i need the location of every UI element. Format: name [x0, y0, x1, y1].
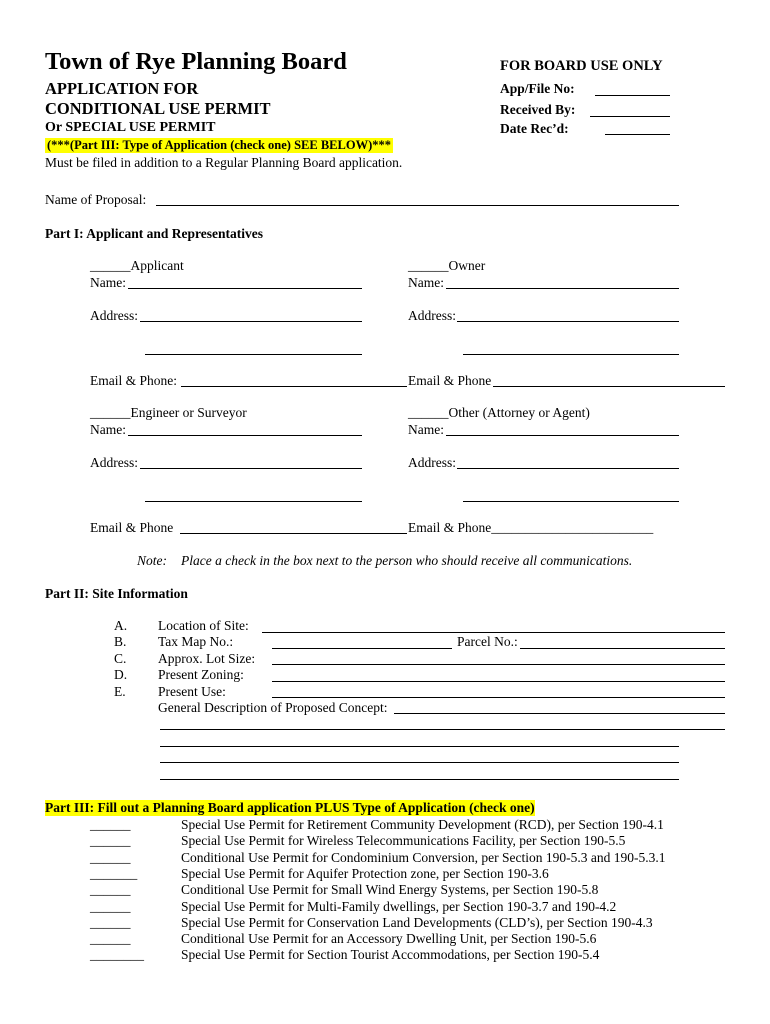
part3-option-checkbox[interactable]: ______ [90, 882, 131, 898]
date-received-field[interactable] [605, 134, 670, 135]
parcel-field[interactable] [520, 648, 725, 649]
received-by-label: Received By: [500, 102, 576, 117]
applicant-address-field[interactable] [140, 321, 362, 322]
owner-email-phone-field[interactable] [493, 386, 725, 387]
other-address-line2[interactable] [463, 501, 679, 502]
applicant-checkbox-label[interactable]: ______Applicant [90, 258, 184, 273]
note-text: Place a check in the box next to the person who should receive all communications. [181, 553, 633, 568]
parcel-label: Parcel No.: [457, 634, 518, 649]
part3-option-checkbox[interactable]: ______ [90, 833, 131, 849]
location-of-site-label: Location of Site: [158, 618, 249, 633]
applicant-address-label: Address: [90, 308, 138, 323]
engineer-address-label: Address: [90, 455, 138, 470]
applicant-address-line2[interactable] [145, 354, 362, 355]
general-description-line2[interactable] [160, 729, 725, 730]
part3-option-checkbox[interactable]: ______ [90, 849, 131, 865]
part3-option-checkbox[interactable]: _______ [90, 865, 138, 881]
page-title: Town of Rye Planning Board [45, 48, 347, 75]
conditional-use-permit-label: CONDITIONAL USE PERMIT [45, 99, 271, 118]
owner-address-field[interactable] [457, 321, 679, 322]
tax-map-field[interactable] [272, 648, 452, 649]
location-of-site-field[interactable] [262, 632, 725, 633]
owner-email-phone-label: Email & Phone [408, 373, 492, 388]
owner-address-line2[interactable] [463, 354, 679, 355]
lot-size-label: Approx. Lot Size: [158, 651, 256, 666]
site-letter-e: E. [114, 684, 126, 699]
general-description-field[interactable] [394, 713, 725, 714]
proposal-field[interactable] [156, 205, 679, 206]
site-letter-c: C. [114, 651, 127, 666]
owner-address-label: Address: [408, 308, 456, 323]
part1-heading: Part I: Applicant and Representatives [45, 226, 263, 241]
part3-option-label: Conditional Use Permit for Small Wind Energy Systems, per Section 190-5.8 [181, 882, 599, 898]
engineer-email-phone-field[interactable] [180, 533, 407, 534]
received-by-field[interactable] [590, 116, 670, 117]
engineer-address-field[interactable] [140, 468, 362, 469]
part3-option-label: Special Use Permit for Wireless Telecommunications Facility, per Section 190-5.5 [181, 833, 626, 849]
engineer-address-line2[interactable] [145, 501, 362, 502]
other-name-label: Name: [408, 422, 444, 437]
part3-heading: Part III: Fill out a Planning Board application PLUS Type of Application (check one) [45, 800, 535, 815]
part3-option-checkbox[interactable]: ________ [90, 947, 144, 963]
general-description-line3[interactable] [160, 746, 679, 747]
other-address-label: Address: [408, 455, 456, 470]
date-received-label: Date Rec’d: [500, 121, 569, 136]
part3-option-label: Conditional Use Permit for Condominium Conversion, per Section 190-5.3 and 190-5.3.1 [181, 849, 666, 865]
part3-option-label: Conditional Use Permit for an Accessory Dwelling Unit, per Section 190-5.6 [181, 931, 597, 947]
present-use-label: Present Use: [158, 684, 226, 699]
applicant-email-phone-label: Email & Phone: [90, 373, 177, 388]
site-letter-d: D. [114, 667, 128, 682]
note-prefix: Note: [137, 553, 167, 568]
application-for-label: APPLICATION FOR [45, 79, 199, 98]
part3-option-label: Special Use Permit for Section Tourist Accommodations, per Section 190-5.4 [181, 947, 600, 963]
part3-option-checkbox[interactable]: ______ [90, 931, 131, 947]
owner-name-field[interactable] [446, 288, 679, 289]
engineer-checkbox-label[interactable]: ______Engineer or Surveyor [90, 405, 247, 420]
part3-option-label: Special Use Permit for Aquifer Protection zone, per Section 190-3.6 [181, 865, 549, 881]
part3-option-checkbox[interactable]: ______ [90, 898, 131, 914]
present-zoning-label: Present Zoning: [158, 667, 244, 682]
applicant-name-field[interactable] [128, 288, 362, 289]
app-file-label: App/File No: [500, 81, 575, 96]
part3-highlight-note: (***(Part III: Type of Application (check one) SEE BELOW)*** [47, 138, 391, 152]
part3-option-checkbox[interactable]: ______ [90, 914, 131, 930]
owner-name-label: Name: [408, 275, 444, 290]
tax-map-label: Tax Map No.: [158, 634, 234, 649]
board-use-heading: FOR BOARD USE ONLY [500, 58, 663, 74]
present-use-field[interactable] [272, 697, 725, 698]
other-address-field[interactable] [457, 468, 679, 469]
other-email-phone-label: Email & Phone________________________ [408, 520, 654, 535]
part3-option-label: Special Use Permit for Conservation Land Developments (CLD’s), per Section 190-4.3 [181, 914, 653, 930]
other-name-field[interactable] [446, 435, 679, 436]
owner-checkbox-label[interactable]: ______Owner [408, 258, 486, 273]
special-use-permit-label: Or SPECIAL USE PERMIT [45, 120, 216, 135]
app-file-field[interactable] [595, 95, 670, 96]
must-be-filed-note: Must be filed in addition to a Regular Planning Board application. [45, 155, 403, 170]
site-letter-a: A. [114, 618, 128, 633]
applicant-email-phone-field[interactable] [181, 386, 407, 387]
general-description-label: General Description of Proposed Concept: [158, 700, 388, 715]
engineer-name-field[interactable] [128, 435, 362, 436]
part3-option-label: Special Use Permit for Retirement Community Development (RCD), per Section 190-4.1 [181, 817, 664, 832]
lot-size-field[interactable] [272, 664, 725, 665]
general-description-line5[interactable] [160, 779, 679, 780]
site-letter-b: B. [114, 634, 127, 649]
other-agent-checkbox-label[interactable]: ______Other (Attorney or Agent) [408, 405, 590, 420]
applicant-name-label: Name: [90, 275, 126, 290]
part3-option-checkbox[interactable]: ______ [90, 817, 131, 832]
present-zoning-field[interactable] [272, 681, 725, 682]
general-description-line4[interactable] [160, 762, 679, 763]
engineer-email-phone-label: Email & Phone [90, 520, 174, 535]
part2-heading: Part II: Site Information [45, 586, 188, 601]
engineer-name-label: Name: [90, 422, 126, 437]
part3-option-label: Special Use Permit for Multi-Family dwellings, per Section 190-3.7 and 190-4.2 [181, 898, 617, 914]
proposal-label: Name of Proposal: [45, 192, 147, 207]
